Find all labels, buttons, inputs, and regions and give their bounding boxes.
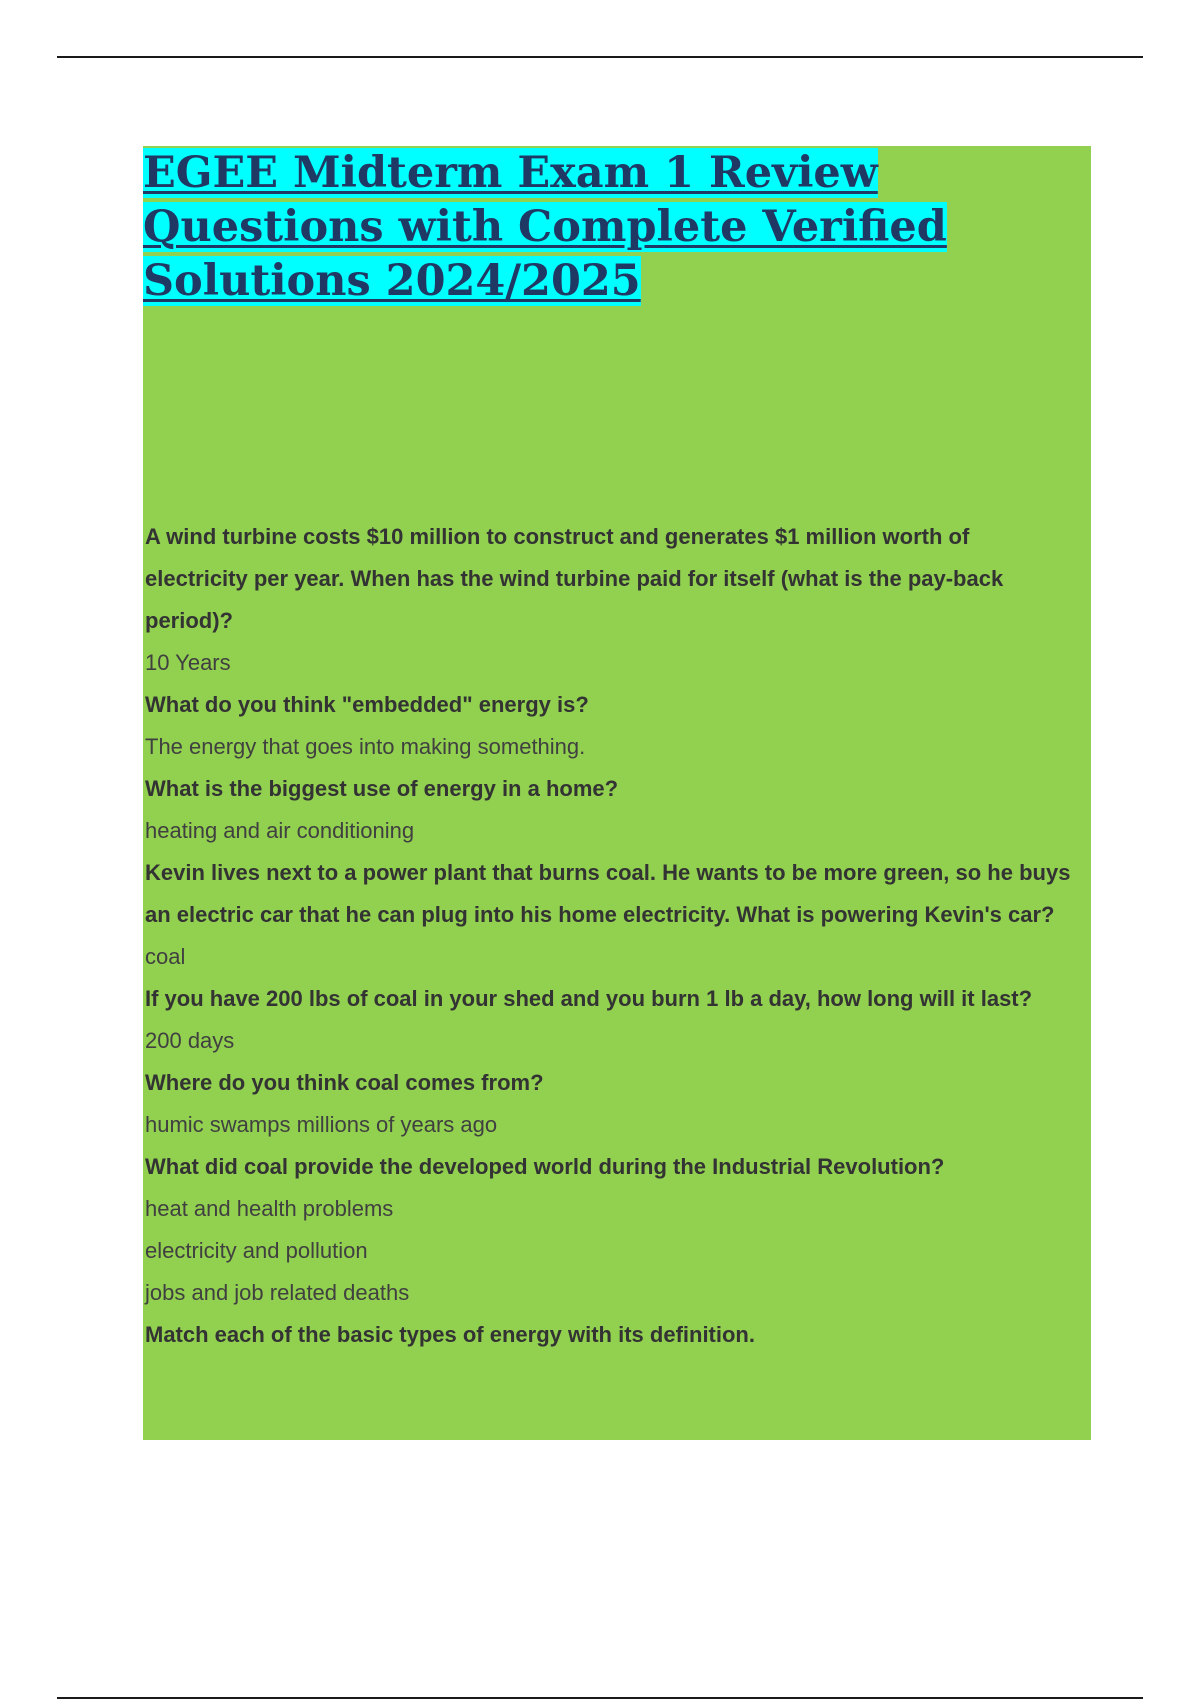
question-2: What do you think "embedded" energy is? [145,692,589,717]
bottom-rule [57,1697,1143,1699]
document-title [143,146,1091,308]
answer-6: humic swamps millions of years ago [145,1112,498,1137]
answer-1: 10 Years [145,650,231,675]
question-5: If you have 200 lbs of coal in your shed and you burn 1 lb a day, how long will it last? [145,986,1033,1011]
question-1: A wind turbine costs $10 million to construct and generates $1 million worth of electricity per year. When has the wind turbine paid for itself (what is the pay-back period)? [145,524,1004,633]
title-highlight: EGEE Midterm Exam 1 Review Questions with Complete Verified Solutions 2024/2025 [143,148,947,306]
top-rule [57,56,1143,58]
question-3: What is the biggest use of energy in a home? [145,776,619,801]
question-8: Match each of the basic types of energy with its definition. [145,1322,755,1347]
answer-4: coal [145,944,186,969]
answer-3: heating and air conditioning [145,818,415,843]
document-block [143,146,1091,1440]
answer-7b: electricity and pollution [145,1238,368,1263]
answer-7a: heat and health problems [145,1196,394,1221]
question-4: Kevin lives next to a power plant that burns coal. He wants to be more green, so he buys an electric car that he can plug into his home electricity. What is powering Kevin's car? [145,860,1071,927]
question-7: What did coal provide the developed world during the Industrial Revolution? [145,1154,945,1179]
answer-2: The energy that goes into making something. [145,734,586,759]
answer-7c: jobs and job related deaths [145,1280,410,1305]
question-6: Where do you think coal comes from? [145,1070,544,1095]
answer-5: 200 days [145,1028,235,1053]
qa-list [145,516,1075,1356]
